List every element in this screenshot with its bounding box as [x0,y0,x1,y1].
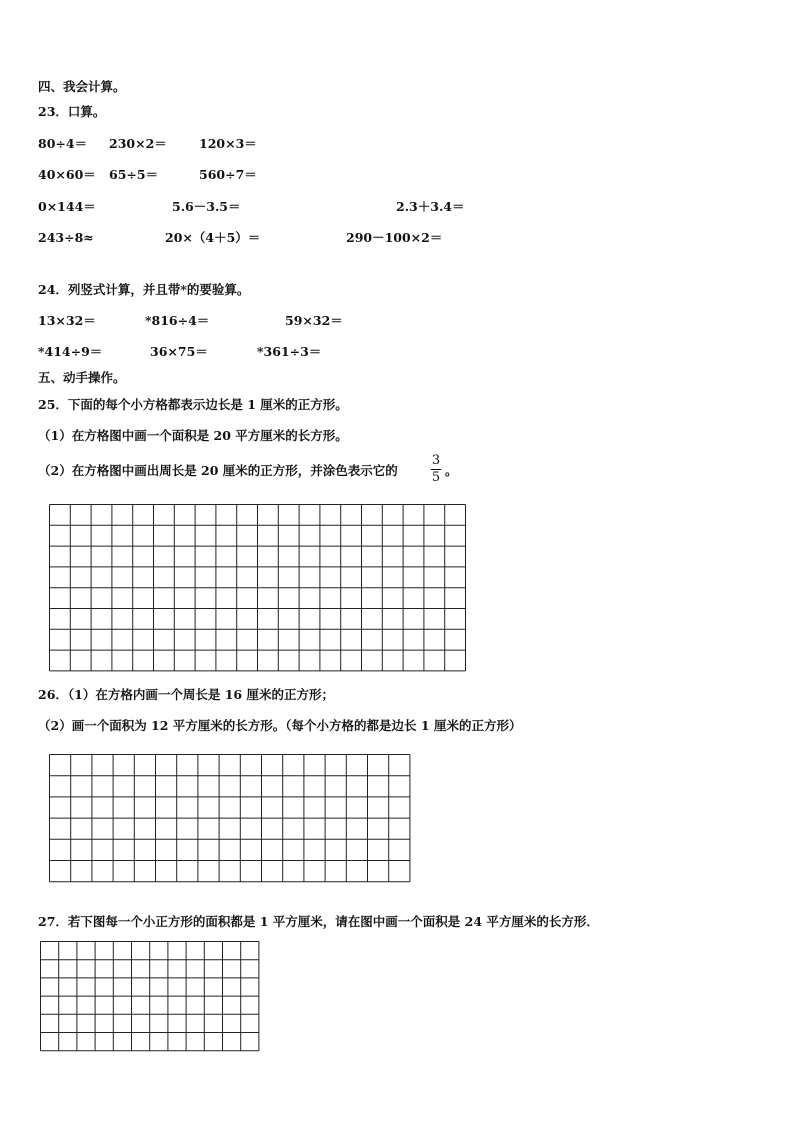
q23-label: 23．口算。 [38,104,106,119]
q23-item: 0×144＝ [38,199,96,214]
q24-item: 59×32＝ [285,313,343,328]
q26-grid[interactable] [49,754,413,894]
q24-item: 36×75＝ [150,344,208,359]
q25-part1: （1）在方格图中画一个面积是 20 平方厘米的长方形。 [38,428,348,443]
q23-item: 290－100×2＝ [346,230,443,245]
q23-item: 65÷5＝ [109,167,159,182]
q23-item: 20×（4＋5）＝ [165,230,261,245]
q23-item: 5.6－3.5＝ [172,199,241,214]
q23-item: 80÷4＝ [38,136,88,151]
q27-grid[interactable] [40,941,260,1053]
q25-label: 25．下面的每个小方格都表示边长是 1 厘米的正方形。 [38,397,348,412]
q26-part2: （2）画一个面积为 12 平方厘米的长方形。（每个小方格的都是边长 1 厘米的正方形） [38,718,522,733]
q23-item: 40×60＝ [38,167,96,182]
q23-item: 120×3＝ [199,136,257,151]
q23-item: 560÷7＝ [199,167,257,182]
q26-part1: 26．（1）在方格内画一个周长是 16 厘米的正方形； [38,687,334,702]
q25-part2-end: 。 [445,463,458,478]
q24-label: 24．列竖式计算，并且带*的要验算。 [38,282,250,297]
section-five-heading: 五、动手操作。 [38,370,126,385]
q24-item: 13×32＝ [38,313,96,328]
fraction-numerator: 3 [431,453,441,468]
q23-item: 230×2＝ [109,136,167,151]
q24-item: *414÷9＝ [38,344,103,359]
section-four-heading: 四、我会计算。 [38,79,126,94]
fraction-denominator: 5 [431,470,441,485]
q23-item: 2.3＋3.4＝ [396,199,465,214]
q24-item: *361÷3＝ [257,344,322,359]
q24-item: *816÷4＝ [145,313,210,328]
q23-item: 243÷8≈ [38,230,94,245]
q25-part2: （2）在方格图中画出周长是 20 厘米的正方形，并涂色表示它的 [38,463,398,478]
fraction [431,454,441,485]
q27-label: 27．若下图每一个小正方形的面积都是 1 平方厘米，请在图中画一个面积是 24 平方厘米的长方形． [38,914,599,929]
q25-grid[interactable] [49,504,467,674]
